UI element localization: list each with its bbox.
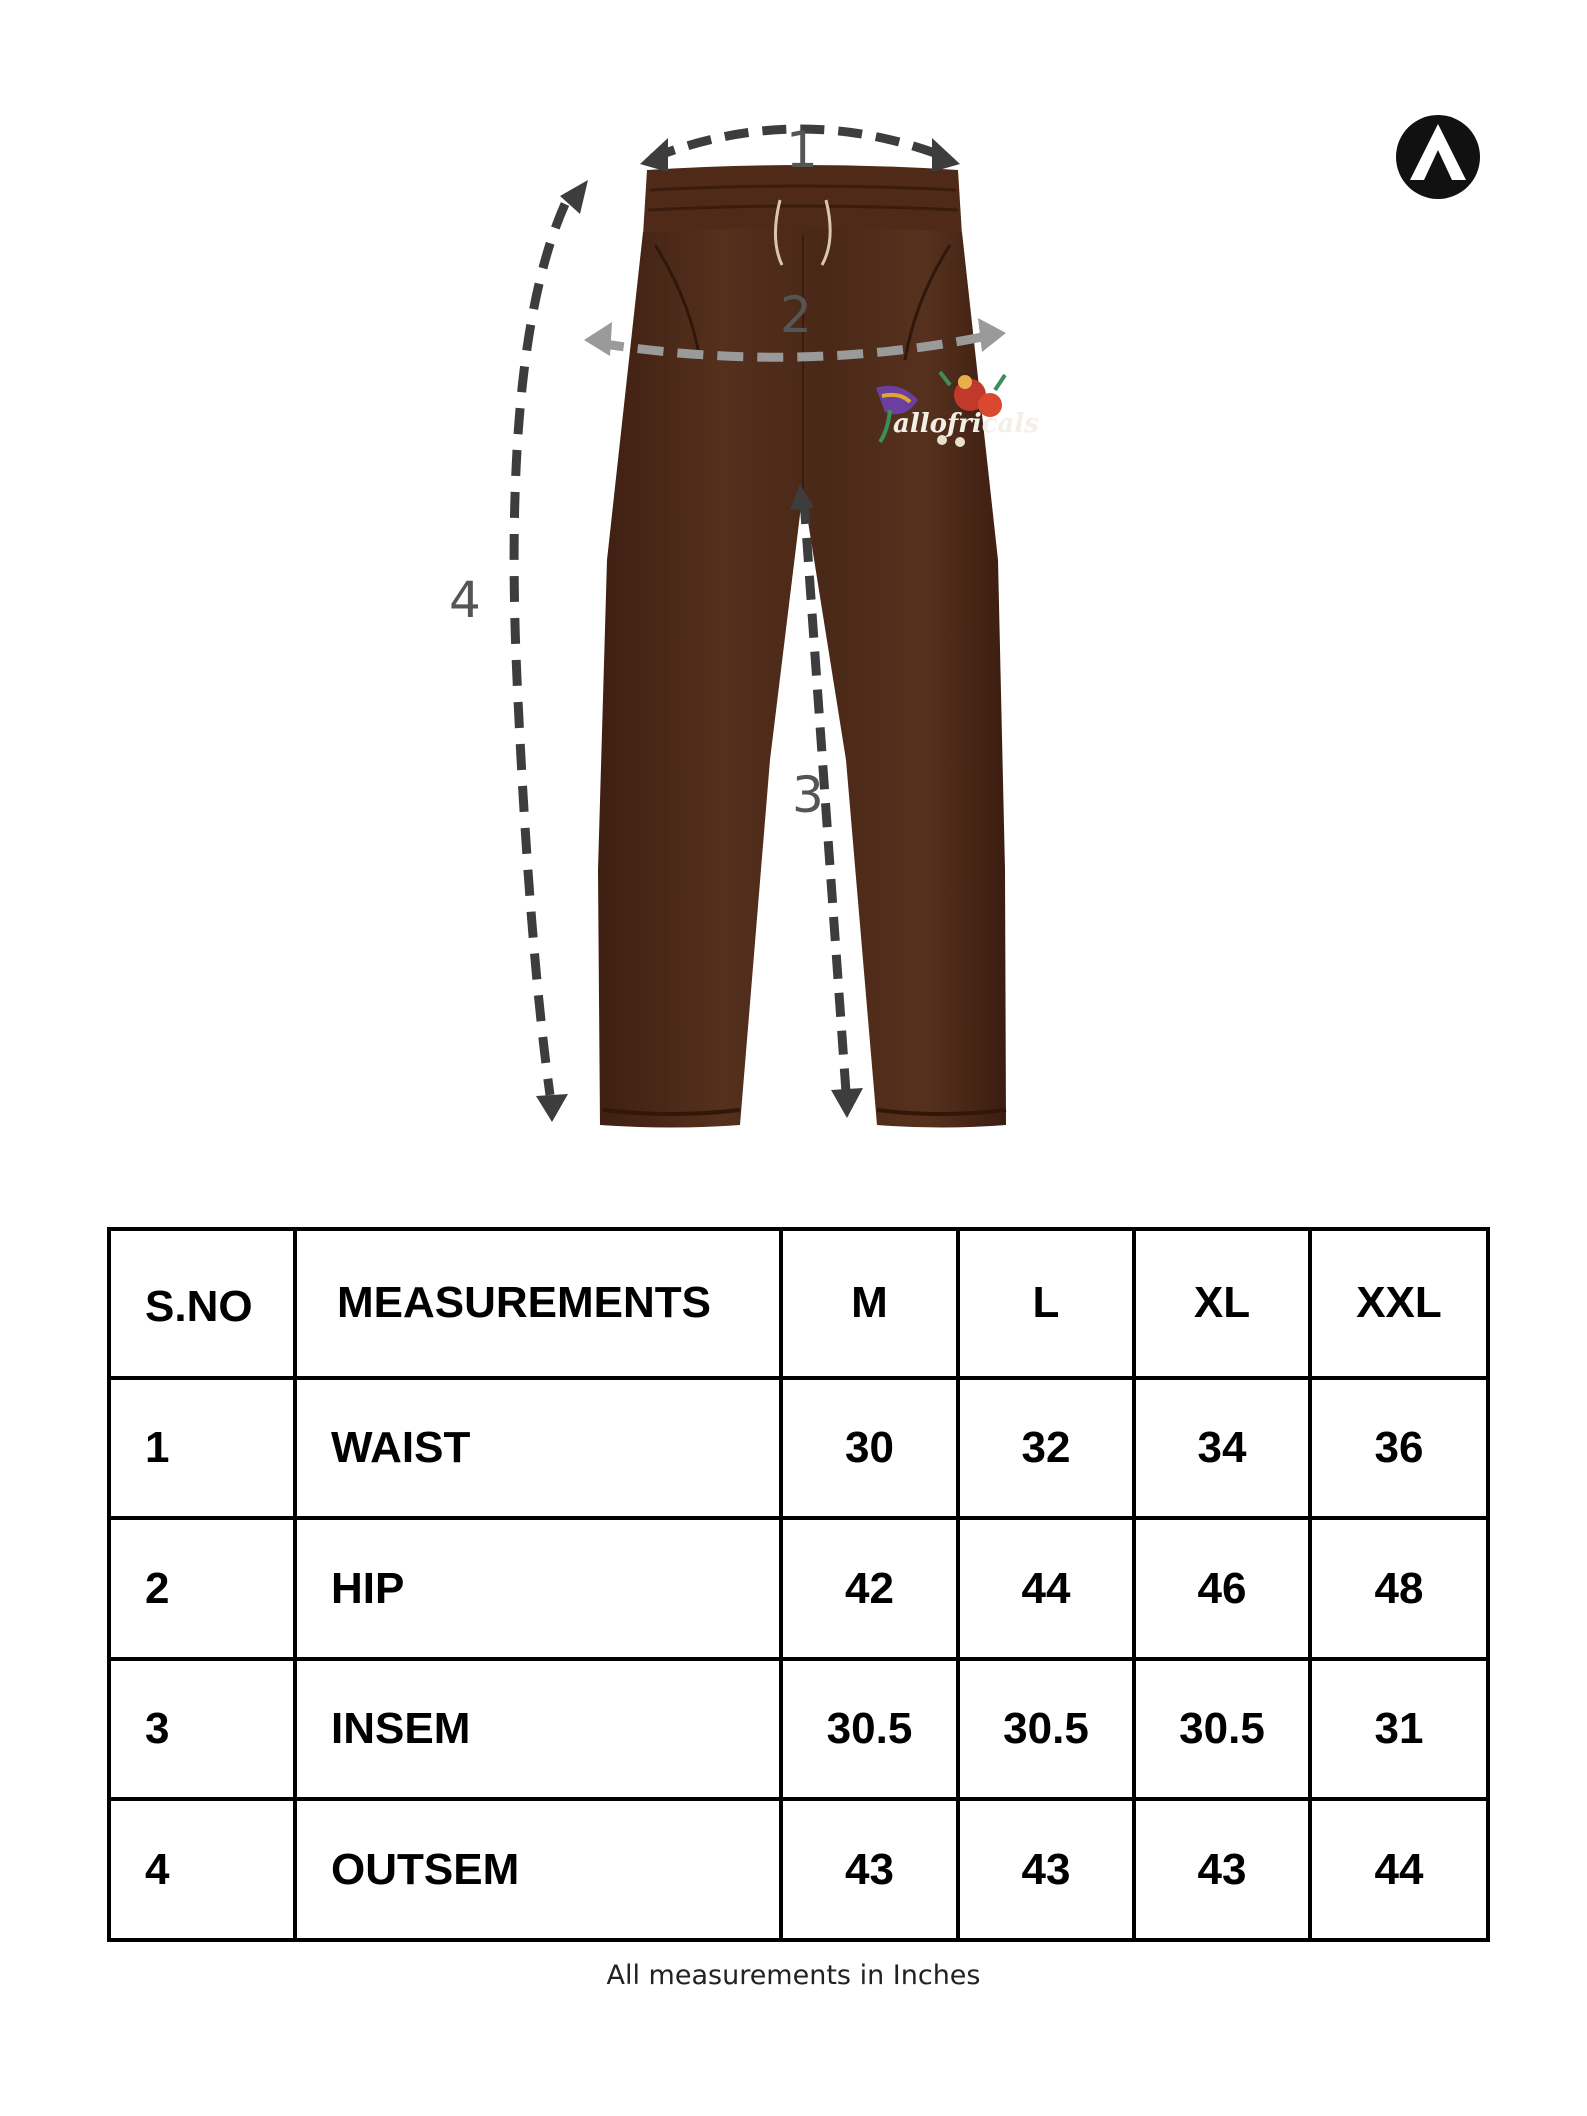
- row-value-l: 32: [958, 1378, 1134, 1519]
- hip-label: 2: [780, 286, 812, 344]
- outsem-label: 4: [449, 571, 481, 629]
- row-measurement-name: INSEM: [295, 1659, 781, 1800]
- row-sno: 1: [109, 1378, 295, 1519]
- header-sno: S.NO: [109, 1229, 295, 1378]
- row-value-xl: 30.5: [1134, 1659, 1310, 1800]
- row-sno: 2: [109, 1518, 295, 1659]
- row-sno: 3: [109, 1659, 295, 1800]
- insem-label: 3: [792, 766, 824, 824]
- row-value-m: 43: [781, 1799, 958, 1940]
- row-value-xxl: 48: [1310, 1518, 1488, 1659]
- table-row: [109, 1378, 1488, 1519]
- row-value-xl: 34: [1134, 1378, 1310, 1519]
- table-row: [109, 1799, 1488, 1940]
- table-row: [109, 1659, 1488, 1800]
- row-value-xxl: 31: [1310, 1659, 1488, 1800]
- embroidery-brand-text: allofricals: [893, 409, 1039, 439]
- outsem-arrow: [514, 180, 588, 1122]
- row-value-l: 44: [958, 1518, 1134, 1659]
- header-measurements: MEASUREMENTS: [295, 1229, 781, 1378]
- row-value-xxl: 36: [1310, 1378, 1488, 1519]
- header-size-l: L: [958, 1229, 1134, 1378]
- row-value-xl: 43: [1134, 1799, 1310, 1940]
- brand-logo-icon: [1396, 115, 1480, 199]
- row-measurement-name: OUTSEM: [295, 1799, 781, 1940]
- waist-label: 1: [786, 121, 818, 179]
- row-value-m: 42: [781, 1518, 958, 1659]
- row-measurement-name: HIP: [295, 1518, 781, 1659]
- header-size-xl: XL: [1134, 1229, 1310, 1378]
- row-value-l: 30.5: [958, 1659, 1134, 1800]
- row-value-l: 43: [958, 1799, 1134, 1940]
- row-value-xxl: 44: [1310, 1799, 1488, 1940]
- units-note: All measurements in Inches: [606, 1960, 981, 1991]
- header-size-xxl: XXL: [1310, 1229, 1488, 1378]
- row-value-m: 30: [781, 1378, 958, 1519]
- row-value-m: 30.5: [781, 1659, 958, 1800]
- header-size-m: M: [781, 1229, 958, 1378]
- row-sno: 4: [109, 1799, 295, 1940]
- table-row: [109, 1518, 1488, 1659]
- row-value-xl: 46: [1134, 1518, 1310, 1659]
- row-measurement-name: WAIST: [295, 1378, 781, 1519]
- table-header-row: [109, 1229, 1488, 1378]
- size-chart-table: [107, 1227, 1490, 1942]
